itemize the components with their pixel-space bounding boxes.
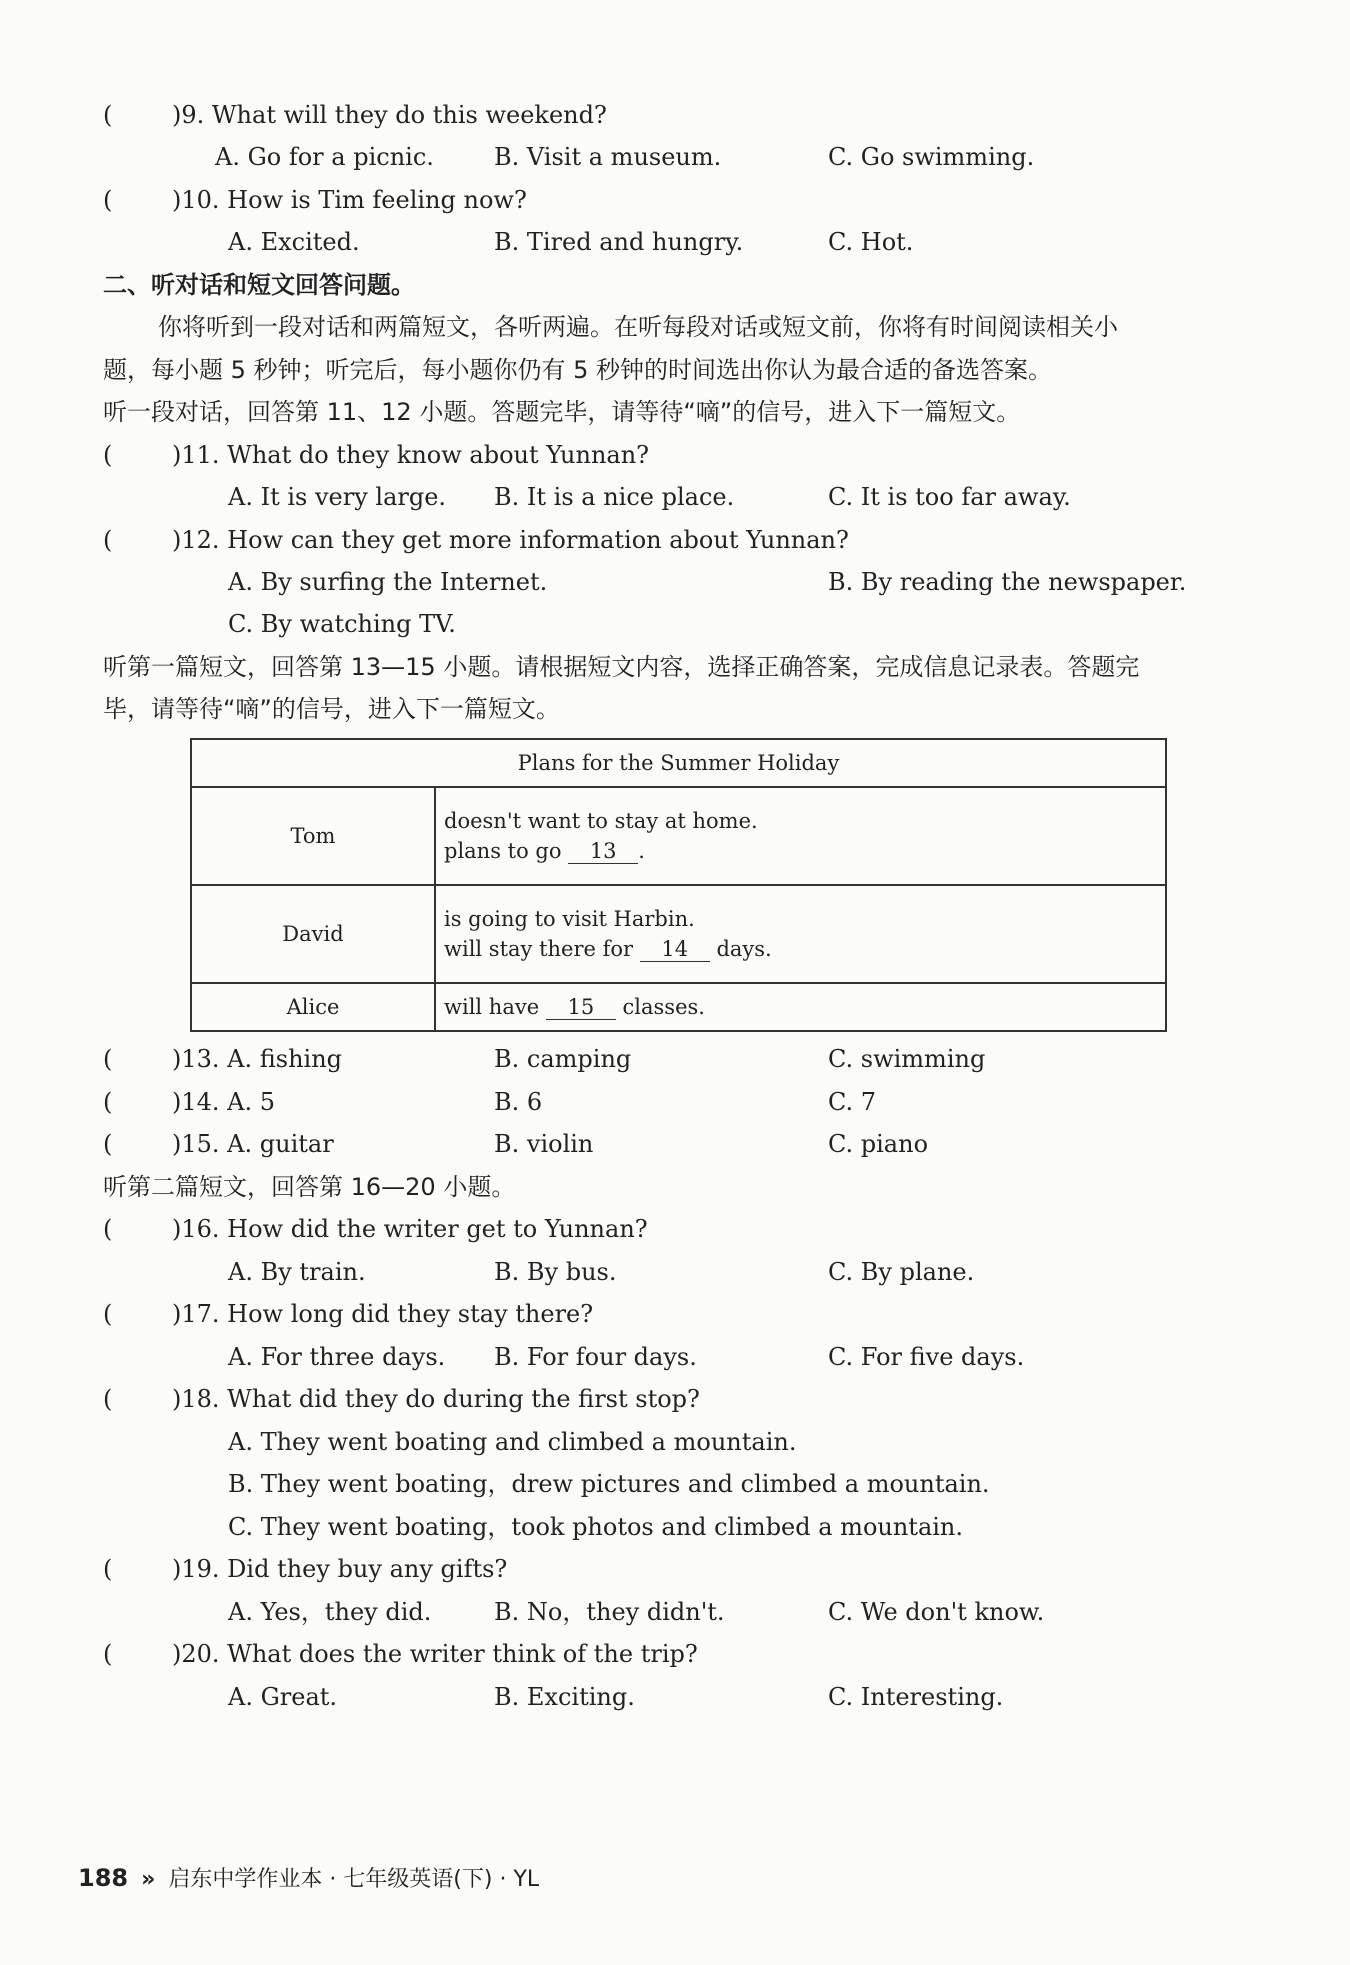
option-b: B. No，they didn't. bbox=[494, 1598, 725, 1626]
answer-paren: ( bbox=[103, 1300, 113, 1328]
question-stem: )15. A. guitar bbox=[172, 1130, 334, 1158]
option-a: A. Great. bbox=[228, 1683, 338, 1711]
row-name: David bbox=[191, 885, 435, 983]
intro-line: 题，每小题 5 秒钟；听完后，每小题你仍有 5 秒钟的时间选出你认为最合适的备选答案。 bbox=[103, 356, 1053, 384]
row-detail bbox=[435, 787, 1166, 885]
detail-line: is going to visit Harbin. bbox=[444, 907, 695, 931]
passage-instruction: 听第二篇短文，回答第 16—20 小题。 bbox=[103, 1173, 516, 1201]
option-c: C. For five days. bbox=[828, 1343, 1025, 1371]
question-stem: )20. What does the writer think of the trip? bbox=[172, 1640, 698, 1668]
answer-paren: ( bbox=[103, 1640, 113, 1668]
answer-paren: ( bbox=[103, 186, 113, 214]
answer-blank: 15 bbox=[546, 995, 616, 1020]
answer-paren: ( bbox=[103, 1215, 113, 1243]
option-b: B. Visit a museum. bbox=[494, 143, 722, 171]
option-a: A. It is very large. bbox=[228, 483, 447, 511]
option-c: C. They went boating，took photos and climbed a mountain. bbox=[228, 1513, 964, 1541]
question-stem: )9. What will they do this weekend? bbox=[172, 101, 607, 129]
option-c: C. swimming bbox=[828, 1045, 986, 1073]
book-title: 启东中学作业本 · 七年级英语(下) · YL bbox=[168, 1867, 540, 1892]
double-chevron-icon: » bbox=[141, 1867, 156, 1892]
option-c: C. Interesting. bbox=[828, 1683, 1004, 1711]
option-c: C. Go swimming. bbox=[828, 143, 1035, 171]
info-record-table bbox=[190, 738, 1167, 1032]
answer-blank: 14 bbox=[640, 937, 710, 962]
detail-text: classes. bbox=[622, 995, 705, 1019]
answer-paren: ( bbox=[103, 1130, 113, 1158]
page-number: 188 bbox=[78, 1864, 129, 1892]
option-c: C. Hot. bbox=[828, 228, 914, 256]
option-c: C. piano bbox=[828, 1130, 929, 1158]
option-a: A. They went boating and climbed a mountain. bbox=[228, 1428, 797, 1456]
option-c: C. We don't know. bbox=[828, 1598, 1045, 1626]
question-stem: )14. A. 5 bbox=[172, 1088, 276, 1116]
intro-line: 你将听到一段对话和两篇短文，各听两遍。在听每段对话或短文前，你将有时间阅读相关小 bbox=[158, 313, 1118, 341]
option-b: B. They went boating，drew pictures and climbed a mountain. bbox=[228, 1470, 990, 1498]
dialog-instruction: 听一段对话，回答第 11、12 小题。答题完毕，请等待“嘀”的信号，进入下一篇短文。 bbox=[103, 398, 1021, 426]
detail-text: will stay there for bbox=[444, 937, 634, 961]
question-stem: )13. A. fishing bbox=[172, 1045, 343, 1073]
table-row bbox=[191, 885, 1166, 983]
detail-text: days. bbox=[716, 937, 772, 961]
option-a: A. By surfing the Internet. bbox=[228, 568, 548, 596]
question-stem: )12. How can they get more information about Yunnan? bbox=[172, 526, 849, 554]
passage-instruction: 听第一篇短文，回答第 13—15 小题。请根据短文内容，选择正确答案，完成信息记录表。答题完 bbox=[103, 653, 1140, 681]
table-title: Plans for the Summer Holiday bbox=[191, 739, 1166, 787]
option-a: A. By train. bbox=[228, 1258, 366, 1286]
section-heading: 二、听对话和短文回答问题。 bbox=[103, 271, 415, 299]
option-b: B. 6 bbox=[494, 1088, 543, 1116]
row-detail bbox=[435, 885, 1166, 983]
detail-text: . bbox=[638, 839, 645, 863]
option-b: B. By bus. bbox=[494, 1258, 617, 1286]
answer-paren: ( bbox=[103, 1088, 113, 1116]
question-stem: )16. How did the writer get to Yunnan? bbox=[172, 1215, 648, 1243]
answer-paren: ( bbox=[103, 101, 113, 129]
option-b: B. For four days. bbox=[494, 1343, 697, 1371]
answer-paren: ( bbox=[103, 526, 113, 554]
table-row bbox=[191, 787, 1166, 885]
page-footer bbox=[78, 1862, 539, 1893]
detail-text: plans to go bbox=[444, 839, 562, 863]
option-b: B. Exciting. bbox=[494, 1683, 635, 1711]
answer-paren: ( bbox=[103, 1385, 113, 1413]
row-detail bbox=[435, 983, 1166, 1031]
detail-line bbox=[444, 836, 1164, 866]
answer-paren: ( bbox=[103, 1045, 113, 1073]
option-b: B. violin bbox=[494, 1130, 594, 1158]
detail-text: will have bbox=[444, 995, 540, 1019]
question-stem: )11. What do they know about Yunnan? bbox=[172, 441, 650, 469]
question-stem: )17. How long did they stay there? bbox=[172, 1300, 594, 1328]
option-a: A. For three days. bbox=[228, 1343, 446, 1371]
table-row bbox=[191, 983, 1166, 1031]
option-b: B. Tired and hungry. bbox=[494, 228, 744, 256]
option-b: B. By reading the newspaper. bbox=[828, 568, 1187, 596]
answer-paren: ( bbox=[103, 441, 113, 469]
option-b: B. camping bbox=[494, 1045, 632, 1073]
answer-blank: 13 bbox=[568, 839, 638, 864]
passage-instruction: 毕，请等待“嘀”的信号，进入下一篇短文。 bbox=[103, 695, 560, 723]
option-a: A. Excited. bbox=[228, 228, 360, 256]
option-c: C. By plane. bbox=[828, 1258, 975, 1286]
detail-line: doesn't want to stay at home. bbox=[444, 809, 758, 833]
option-c: C. It is too far away. bbox=[828, 483, 1071, 511]
option-a: A. Yes，they did. bbox=[228, 1598, 432, 1626]
question-stem: )18. What did they do during the first stop? bbox=[172, 1385, 700, 1413]
question-stem: )10. How is Tim feeling now? bbox=[172, 186, 527, 214]
option-c: C. By watching TV. bbox=[228, 610, 456, 638]
row-name: Alice bbox=[191, 983, 435, 1031]
detail-line bbox=[444, 934, 1164, 964]
option-c: C. 7 bbox=[828, 1088, 877, 1116]
row-name: Tom bbox=[191, 787, 435, 885]
answer-paren: ( bbox=[103, 1555, 113, 1583]
question-stem: )19. Did they buy any gifts? bbox=[172, 1555, 508, 1583]
option-a: A. Go for a picnic. bbox=[215, 143, 434, 171]
option-b: B. It is a nice place. bbox=[494, 483, 735, 511]
